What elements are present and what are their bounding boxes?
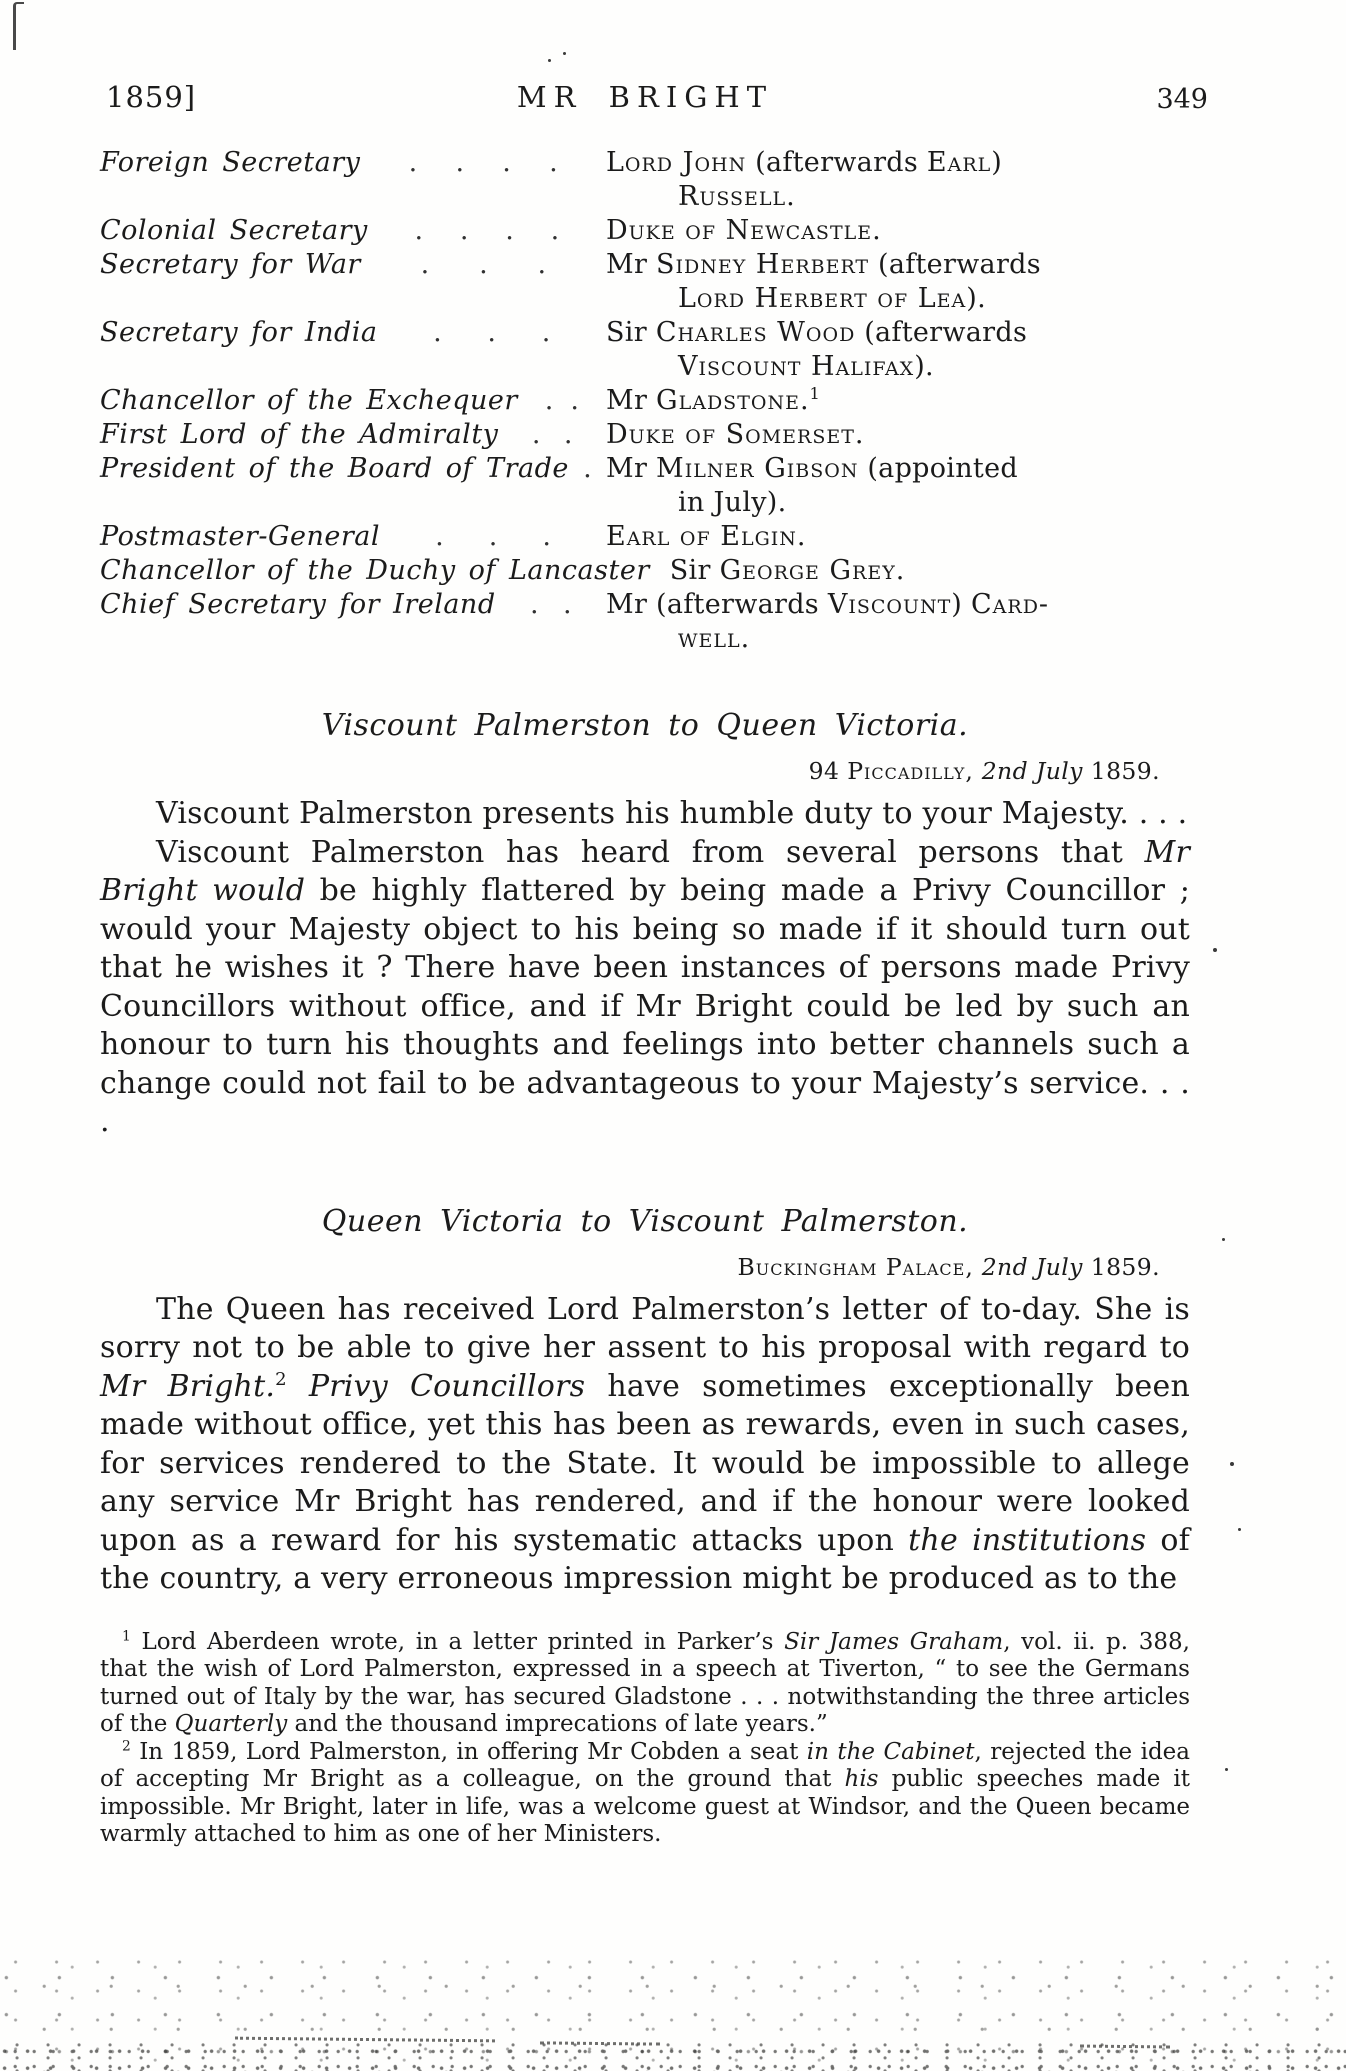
minister-name: Mr Gladstone.$^1$ <box>606 384 821 416</box>
scan-squiggle <box>540 2041 660 2045</box>
dot-leader: . . <box>530 589 572 620</box>
scan-noise-band <box>0 1951 1346 2071</box>
letter-heading: Queen Victoria to Viscount Palmerston. <box>321 1203 969 1239</box>
ministry-row <box>100 554 1190 588</box>
office-label: Secretary for War <box>100 249 361 280</box>
office-label: Foreign Secretary <box>100 147 361 178</box>
footnote-2: $^2$ In 1859, Lord Palmerston, in offering Mr Cobden a seat in the Cabinet, rejected the idea of accepting Mr Bright as a colleague, on the ground that his public speeches made it impossible. Mr Bright, later in life, was a welcome guest at Windsor, and the Queen became warmly attached to him as one of her Ministers. <box>100 1737 1190 1847</box>
ministry-row <box>100 146 1190 214</box>
office-label: Postmaster-General <box>100 521 381 552</box>
ministry-row <box>100 248 1190 316</box>
letter-paragraph: Viscount Palmerston presents his humble duty to your Majesty. . . . <box>156 796 1188 831</box>
minister-name: Sir George Grey. <box>669 555 906 586</box>
dot-leader: . . <box>544 385 579 416</box>
letter-paragraph: Viscount Palmerston has heard from several persons that Mr Bright would be highly flattered by being made a Privy Councillor ; would your Majesty object to his being so made if it should turn out that he wishes it ? There have been instances of persons made Privy Councillors without office, and if Mr Bright could be led by such an honour to turn his thoughts and feelings into better channels such a change could not fail to be advantageous to your Majesty’s service. . . . <box>100 834 1190 1139</box>
office-label: Colonial Secretary <box>100 215 368 246</box>
office-label: Secretary for India <box>100 317 378 348</box>
scan-squiggle <box>235 2037 495 2043</box>
scan-noise-strip <box>0 2041 1346 2071</box>
ministry-row <box>100 452 1190 520</box>
minister-name: Sir Charles Wood (afterwards Viscount Halifax). <box>606 317 1028 382</box>
letter-dateline: 94 Piccadilly, 2nd July 1859. <box>808 757 1160 785</box>
minister-name: Earl of Elgin. <box>606 521 807 552</box>
minister-name: Lord John (afterwards Earl) Russell. <box>606 147 1003 212</box>
letter-palmerston-to-victoria <box>100 708 1190 1142</box>
office-label: President of the Board of Trade <box>100 453 569 484</box>
ministry-row <box>100 588 1190 656</box>
ministry-row <box>100 520 1190 554</box>
office-label: Chief Secretary for Ireland <box>100 589 496 620</box>
office-label: Chancellor of the Duchy of Lancaster <box>100 555 650 586</box>
dot-leader: . . . . <box>408 147 558 178</box>
dot-leader: . <box>583 453 592 484</box>
letter-paragraph: The Queen has received Lord Palmerston’s letter of to-day. She is sorry not to be able to give her assent to his proposal with regard to Mr Bright.$^2$ Privy Councillors have sometimes exceptionally been made without office, yet this has been as rewards, even in such cases, for services rendered to the State. It would be impossible to allege any service Mr Bright has rendered, and if the honour were looked upon as a reward for his systematic attacks upon the institutions of the country, a very erroneous impression might be produced as to the <box>100 1291 1190 1596</box>
ministry-list <box>100 146 1190 656</box>
scan-squiggle <box>1080 2045 1170 2049</box>
office-label: First Lord of the Admiralty <box>100 419 499 450</box>
footnote-1: $^1$ Lord Aberdeen wrote, in a letter printed in Parker’s Sir James Graham, vol. ii. p. 388, that the wish of Lord Palmerston, expressed in a speech at Tiverton, “ to see the Germans turned out of Italy by the war, has secured Gladstone . . . notwithstanding the three articles of the Quarterly and the thousand imprecations of late years.” <box>100 1627 1190 1737</box>
ministry-row <box>100 384 1190 418</box>
dot-leader: . . . <box>420 249 547 280</box>
page-title: MR BRIGHT <box>516 80 774 114</box>
footnotes <box>100 1629 1190 1849</box>
dot-leader: . . . <box>435 521 551 552</box>
ministry-row <box>100 316 1190 384</box>
minister-name: Mr Sidney Herbert (afterwards Lord Herbert of Lea). <box>606 249 1041 314</box>
dot-leader: . . <box>531 419 573 450</box>
ministry-row <box>100 418 1190 452</box>
page-header <box>100 80 1208 120</box>
header-year: 1859] <box>106 80 197 114</box>
minister-name: Duke of Somerset. <box>606 419 865 450</box>
minister-name: Mr (afterwards Viscount) Card- well. <box>606 589 1050 654</box>
letter-victoria-to-palmerston <box>100 1204 1190 1599</box>
office-label: Chancellor of the Exchequer <box>100 385 518 416</box>
dot-leader: . . . <box>433 317 551 348</box>
ministry-row <box>100 214 1190 248</box>
minister-name: Mr Milner Gibson (appointed in July). <box>606 453 1018 518</box>
letter-dateline: Buckingham Palace, 2nd July 1859. <box>737 1252 1160 1281</box>
page-number: 349 <box>1156 84 1208 115</box>
minister-name: Duke of Newcastle. <box>606 215 882 246</box>
dot-leader: . . . . <box>414 215 560 246</box>
letter-heading: Viscount Palmerston to Queen Victoria. <box>321 708 969 743</box>
